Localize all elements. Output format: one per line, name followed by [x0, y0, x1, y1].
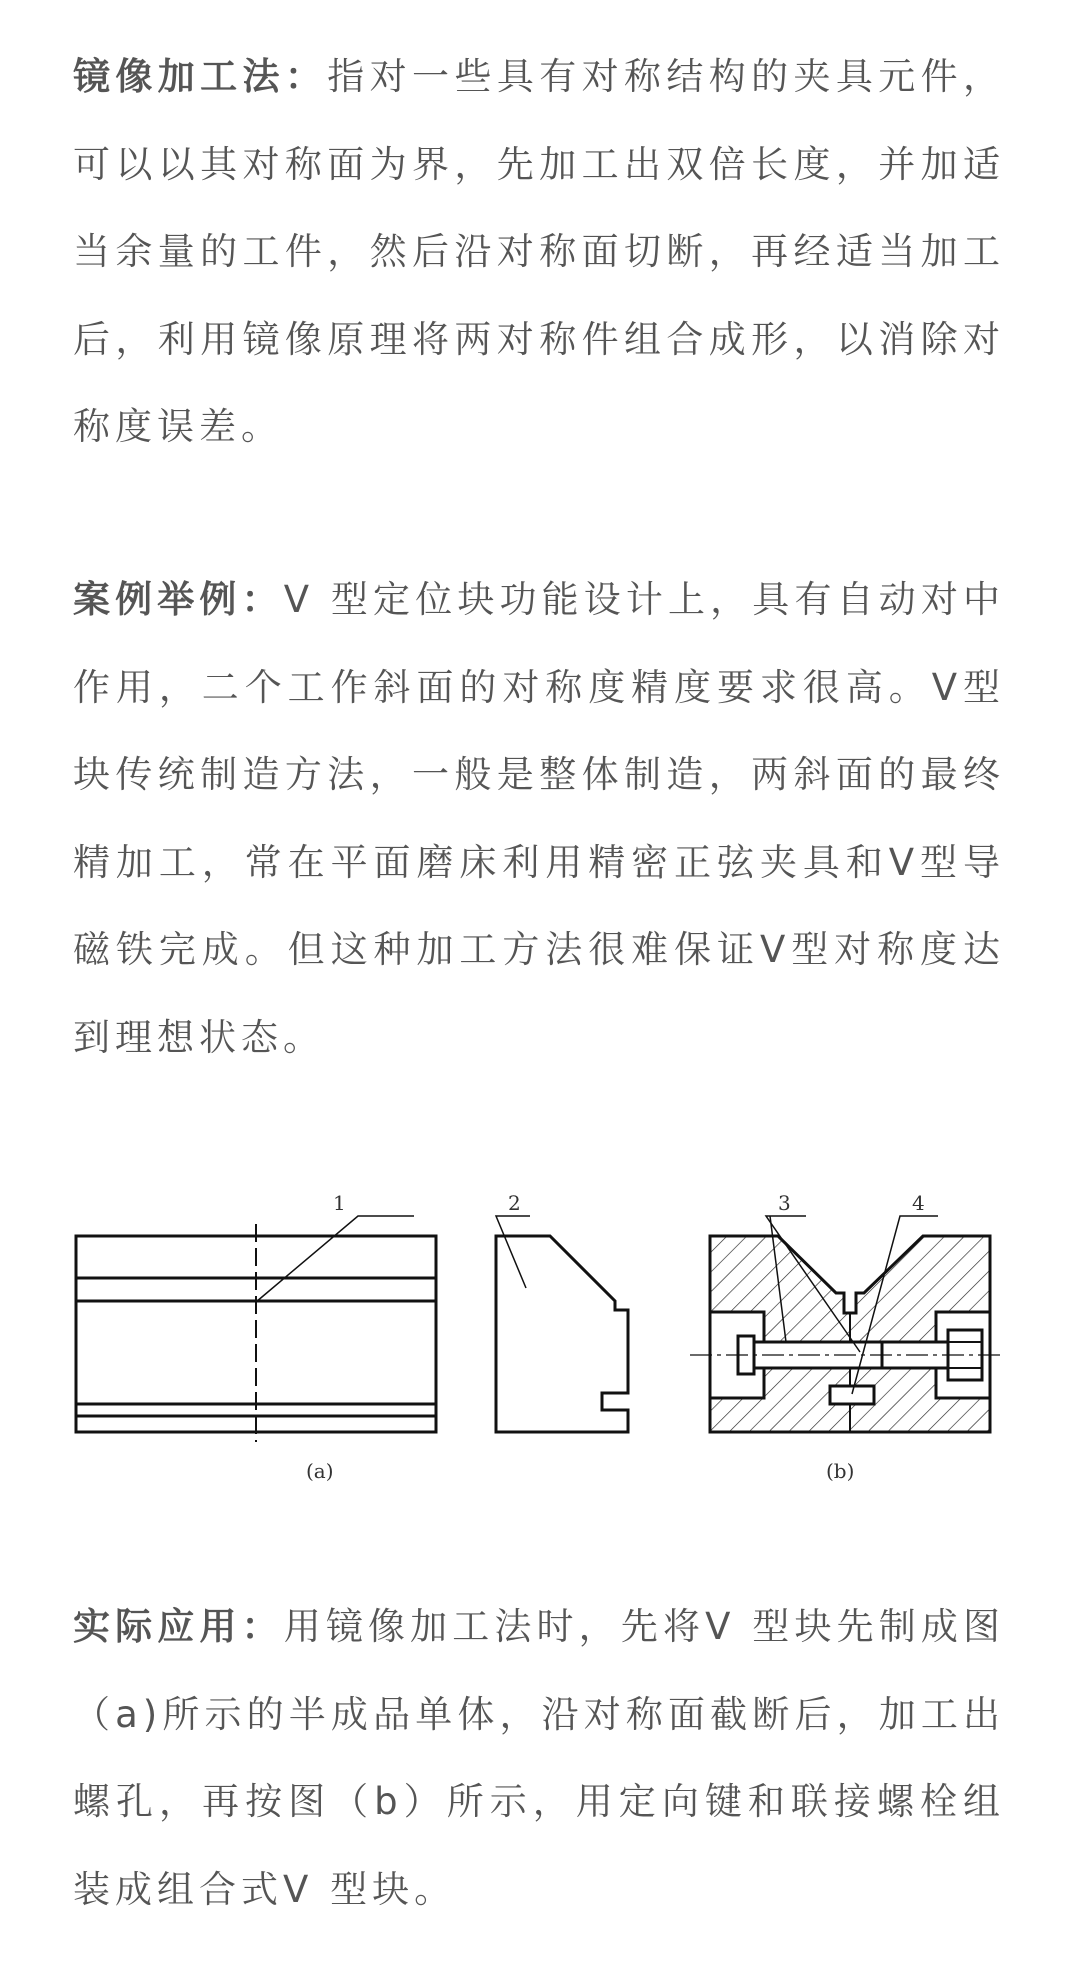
- paragraph-case-example: [73, 556, 1005, 1081]
- callout-3: 3: [778, 1191, 791, 1215]
- paragraph-lead: 实际应用：: [73, 1605, 284, 1648]
- callout-1: 1: [333, 1191, 346, 1215]
- caption-b: (b): [826, 1459, 855, 1483]
- paragraph-application: [73, 1583, 1005, 1933]
- direction-key: [830, 1386, 874, 1404]
- leader-line-1: [256, 1216, 414, 1302]
- paragraph-lead: 案例举例：: [73, 578, 284, 621]
- paragraph-body: V 型定位块功能设计上，具有自动对中作用，二个工作斜面的对称度精度要求很高。V型块传统制造方法，一般是整体制造，两斜面的最终精加工，常在平面磨床利用精密正弦夹具和V型导磁铁完成。但这种加工方法很难保证V型对称度达到理想状态。: [73, 578, 1006, 1059]
- callout-4: 4: [912, 1191, 925, 1215]
- technical-drawing-svg: [70, 1160, 1000, 1500]
- paragraph-body: 用镜像加工法时，先将V 型块先制成图（a)所示的半成品单体，沿对称面截断后，加工出螺孔，再按图（b）所示，用定向键和联接螺栓组装成组合式V 型块。: [73, 1605, 1006, 1911]
- paragraph-mirror-machining: [73, 33, 1005, 471]
- v-block-drawing: [70, 1160, 1000, 1500]
- caption-a: (a): [306, 1459, 334, 1483]
- paragraph-lead: 镜像加工法：: [73, 55, 328, 98]
- callout-2: 2: [508, 1191, 521, 1215]
- paragraph-body: 指对一些具有对称结构的夹具元件，可以以其对称面为界，先加工出双倍长度，并加适当余量的工件，然后沿对称面切断，再经适当加工后，利用镜像原理将两对称件组合成形，以消除对称度误差。: [73, 55, 1006, 448]
- leader-line-2: [496, 1216, 530, 1288]
